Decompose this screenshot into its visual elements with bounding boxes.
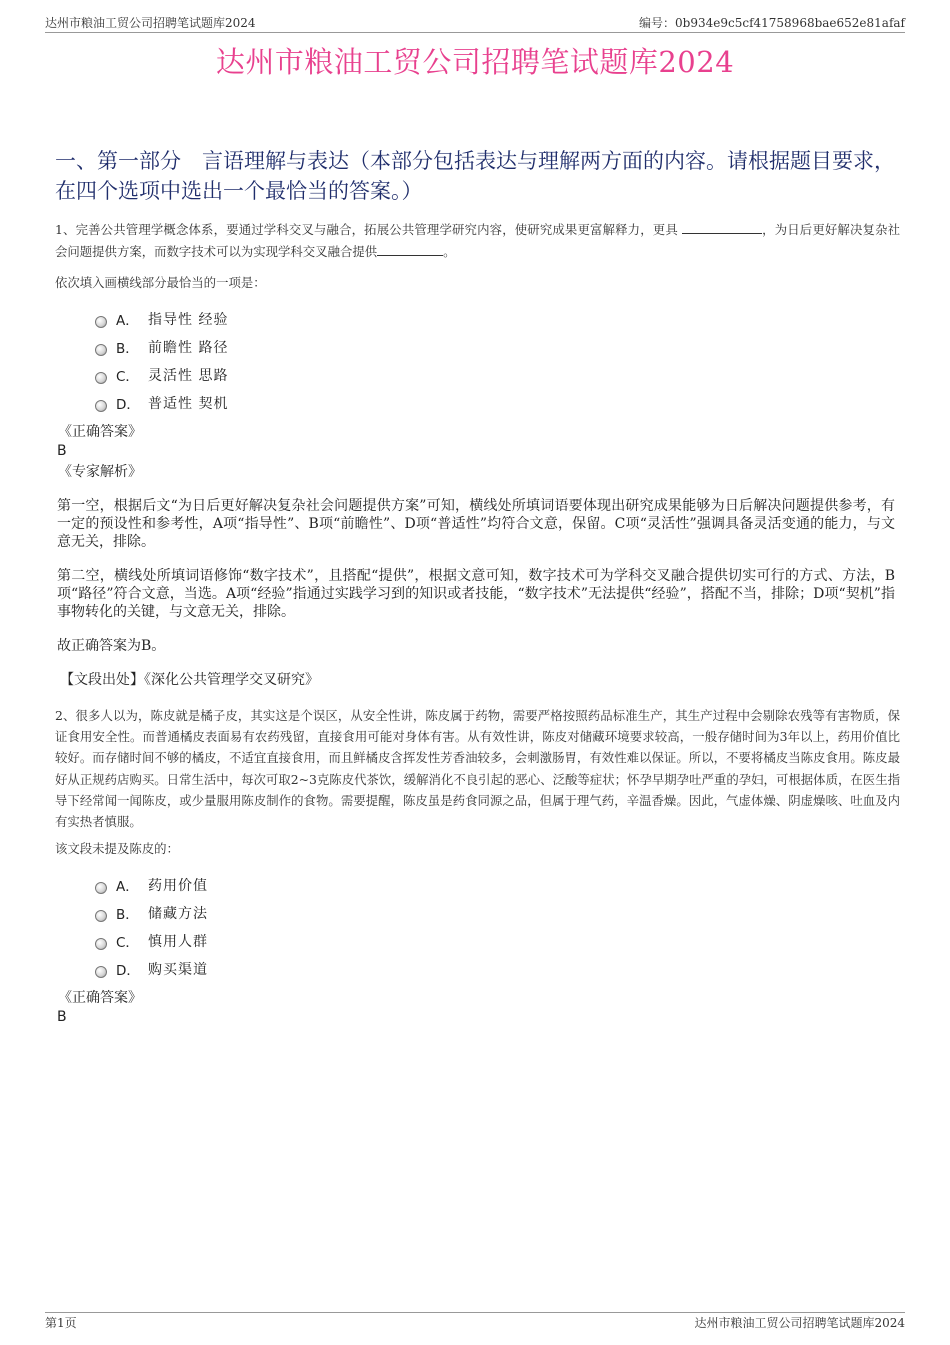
question-1-option-a[interactable] [95,305,695,333]
radio-icon[interactable] [95,316,107,328]
option-text: 药用价值 [148,878,208,894]
option-key: C． [116,935,139,951]
question-2-option-c[interactable] [95,927,695,955]
question-2-option-a[interactable] [95,871,695,899]
question-1-answer-label: 《正确答案》 [58,424,142,440]
footer-title: 达州市粮油工贸公司招聘笔试题库2024 [694,1316,905,1330]
option-text: 购买渠道 [148,962,208,978]
question-2-options [95,871,695,983]
option-text: 慎用人群 [148,934,208,950]
question-2-text: 2、很多人以为，陈皮就是橘子皮，其实这是个误区，从安全性讲，陈皮属于药物，需要严格按照药品标准生产，其生产过程中会剔除农残等有害物质，保证食用安全性。而普通橘皮表面易有农药残留，直接食用可能对身体有害。从有效性讲，陈皮对储藏环境要求较高，一般存储时间为3年以上，药用价值比较好。而存储时间不够的橘皮，不适宜直接食用，而且鲜橘皮含挥发性芳香油较多，会刺激肠胃，有效性难以保证。所以，不要将橘皮当陈皮食用。陈皮最好从正规药店购买。日常生活中，每次可取2~3克陈皮代茶饮，缓解消化不良引起的恶心、泛酸等症状；怀孕早期孕吐严重的孕妇，可根据体质，在医生指导下经常闻一闻陈皮，或少量服用陈皮制作的食物。需要提醒，陈皮虽是药食同源之品，但属于理气药，辛温香燥。因此，气虚体燥、阴虚燥咳、吐血及内有实热者慎服。 [55,708,900,830]
question-1-text-part1: 1、完善公共管理学概念体系，要通过学科交叉与融合，拓展公共管理学研究内容，使研究成果更富解释力，更具 [55,222,678,237]
page-header [45,14,905,33]
document-title: 达州市粮油工贸公司招聘笔试题库2024 [215,45,735,79]
question-1-blank-1 [682,219,762,234]
radio-icon[interactable] [95,372,107,384]
question-1-option-c[interactable] [95,361,695,389]
radio-icon[interactable] [95,966,107,978]
header-left-title: 达州市粮油工贸公司招聘笔试题库2024 [45,16,256,30]
option-key: A． [116,879,139,895]
option-key: A． [116,313,139,329]
page-footer [45,1312,905,1331]
question-1-blank-2 [377,241,443,256]
question-1-option-d[interactable] [95,389,695,417]
header-document-id: 编号：0b934e9c5cf41758968bae652e81afaf [639,16,905,30]
option-text: 普适性 契机 [148,396,229,412]
option-text: 前瞻性 路径 [148,340,229,356]
question-1-prompt: 依次填入画横线部分最恰当的一项是： [55,275,266,290]
question-2-answer-label: 《正确答案》 [58,990,142,1006]
question-1-analysis-label: 《专家解析》 [58,464,142,480]
question-1-analysis-paragraph-2: 第二空，横线处所填词语修饰“数字技术”，且搭配“提供”，根据文意可知，数字技术可为学科交叉融合提供切实可行的方式、方法，B项“路径”符合文意，当选。A项“经验”指通过实践学习到的知识或者技能，“数字技术”无法提供“经验”，搭配不当，排除；D项“契机”指事物转化的关键，与文意无关，排除。 [57,568,895,620]
question-2-answer: B [57,1009,67,1025]
option-key: D． [116,397,140,413]
question-1-analysis-conclusion: 故正确答案为B。 [57,638,166,654]
radio-icon[interactable] [95,938,107,950]
question-1-option-b[interactable] [95,333,695,361]
footer-page-number: 第1页 [45,1316,77,1330]
section-title: 一、第一部分 言语理解与表达（本部分包括表达与理解两方面的内容。请根据题目要求，在四个选项中选出一个最恰当的答案。） [55,149,895,203]
option-key: B． [116,341,139,357]
question-2-option-d[interactable] [95,955,695,983]
option-text: 灵活性 思路 [148,368,229,384]
option-text: 储藏方法 [148,906,208,922]
option-key: D． [116,963,140,979]
radio-icon[interactable] [95,882,107,894]
question-1-analysis-paragraph-1: 第一空，根据后文“为日后更好解决复杂社会问题提供方案”可知，横线处所填词语要体现出研究成果能够为日后解决问题提供参考，有一定的预设性和参考性，A项“指导性”、B项“前瞻性”、D项“普适性”均符合文意，保留。C项“灵活性”强调具备灵活变通的能力，与文意无关，排除。 [57,498,895,550]
question-1-options [95,305,695,417]
option-text: 指导性 经验 [148,312,229,328]
question-1-text [55,219,900,263]
radio-icon[interactable] [95,910,107,922]
question-1-text-part2: ，为日后更好解决复杂社会问题提供方案，而数字技术可以为实现学科交叉融合提供 [55,222,901,259]
option-key: C． [116,369,139,385]
question-2-prompt: 该文段未提及陈皮的： [55,841,179,856]
question-2-option-b[interactable] [95,899,695,927]
question-1-source: 【文段出处】《深化公共管理学交叉研究》 [60,672,319,688]
radio-icon[interactable] [95,400,107,412]
option-key: B． [116,907,139,923]
question-1-text-part3: 。 [443,244,456,259]
question-1-answer: B [57,443,67,459]
radio-icon[interactable] [95,344,107,356]
